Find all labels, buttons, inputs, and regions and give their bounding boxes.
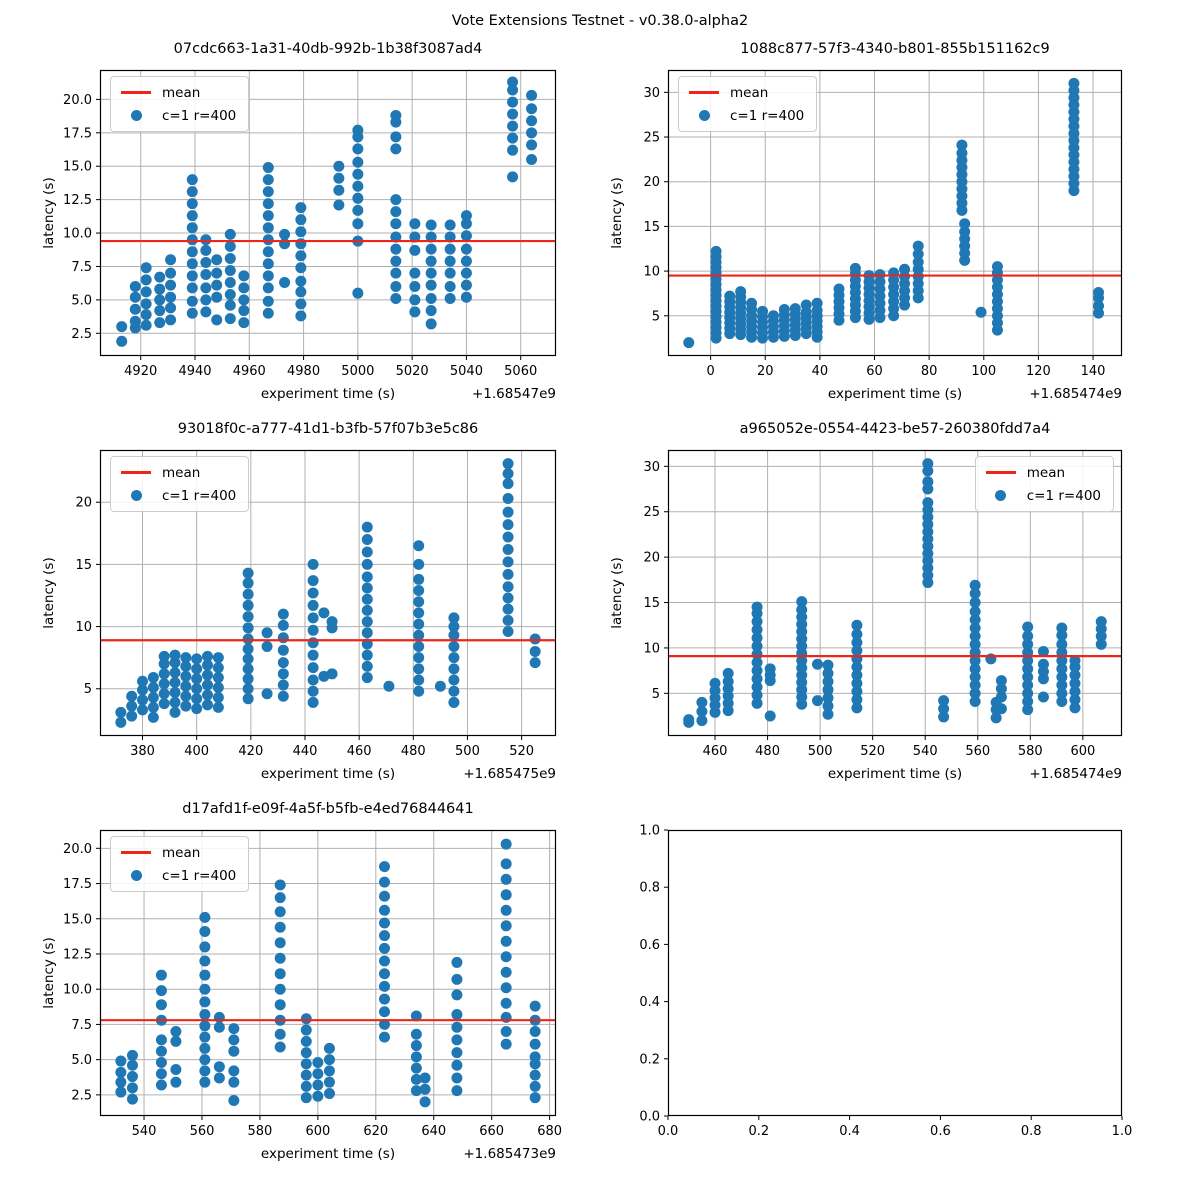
svg-text:5: 5 <box>651 309 660 325</box>
scatter-marker-icon <box>687 110 721 121</box>
legend-label-mean: mean <box>1026 464 1066 481</box>
svg-text:20: 20 <box>643 550 660 566</box>
legend-row-mean <box>119 841 236 864</box>
subplot-title: d17afd1f-e09f-4a5f-b5fb-e4ed76844641 <box>182 801 474 817</box>
svg-text:580: 580 <box>247 1124 273 1139</box>
svg-text:2.5: 2.5 <box>71 1088 92 1104</box>
legend-row-mean <box>119 81 236 104</box>
svg-text:100: 100 <box>971 364 997 379</box>
legend <box>975 456 1114 512</box>
svg-text:0.0: 0.0 <box>639 1109 660 1125</box>
svg-text:5040: 5040 <box>449 364 483 379</box>
svg-text:15: 15 <box>75 557 92 573</box>
svg-text:0.6: 0.6 <box>930 1124 951 1139</box>
svg-text:10.0: 10.0 <box>63 226 92 242</box>
y-axis-label: latency (s) <box>609 557 625 629</box>
svg-text:15: 15 <box>643 596 660 612</box>
scatter-marker-icon <box>119 110 153 121</box>
svg-text:4940: 4940 <box>178 364 212 379</box>
x-axis-label: experiment time (s) <box>260 766 396 782</box>
svg-text:17.5: 17.5 <box>63 126 92 142</box>
svg-text:0.4: 0.4 <box>839 1124 860 1139</box>
x-axis-offset-label: +1.68547e9 <box>471 386 556 402</box>
legend-label-series: c=1 r=400 <box>162 107 237 124</box>
x-axis-offset-label: +1.685473e9 <box>463 1146 556 1162</box>
svg-text:4980: 4980 <box>287 364 321 379</box>
svg-text:15.0: 15.0 <box>63 912 92 928</box>
svg-text:540: 540 <box>912 744 938 759</box>
svg-text:0.2: 0.2 <box>748 1124 770 1139</box>
svg-text:12.5: 12.5 <box>63 947 92 963</box>
mean-line-sample-icon <box>119 471 153 474</box>
legend-label-series: c=1 r=400 <box>730 107 805 124</box>
x-axis-label: experiment time (s) <box>827 766 963 782</box>
subplot-93018f0c <box>41 421 556 782</box>
svg-text:30: 30 <box>643 459 660 475</box>
mean-line-sample-icon <box>984 471 1018 474</box>
svg-text:0.8: 0.8 <box>1020 1124 1042 1139</box>
svg-text:25: 25 <box>643 130 660 146</box>
svg-text:500: 500 <box>807 744 833 759</box>
svg-text:20.0: 20.0 <box>63 841 92 857</box>
svg-text:0.4: 0.4 <box>639 995 660 1011</box>
svg-text:580: 580 <box>1017 744 1043 759</box>
legend <box>110 456 249 512</box>
svg-text:600: 600 <box>305 1124 331 1139</box>
mean-line-sample-icon <box>119 851 153 854</box>
svg-text:5000: 5000 <box>341 364 375 379</box>
x-axis-offset-label: +1.685474e9 <box>1029 386 1122 402</box>
plot-canvas <box>639 823 1133 1139</box>
legend <box>110 76 249 132</box>
mean-line-sample-icon <box>119 91 153 94</box>
svg-text:5: 5 <box>83 682 92 698</box>
legend-label-mean: mean <box>162 844 201 861</box>
svg-text:7.5: 7.5 <box>71 1017 92 1033</box>
svg-text:0.6: 0.6 <box>639 937 660 953</box>
svg-text:20: 20 <box>75 495 92 511</box>
y-axis-label: latency (s) <box>609 177 625 249</box>
x-axis-offset-label: +1.685474e9 <box>1029 766 1122 782</box>
subplot-d17afd1f <box>41 801 563 1162</box>
svg-text:460: 460 <box>346 744 372 759</box>
scatter-marker-icon <box>119 490 153 501</box>
legend-label-series: c=1 r=400 <box>162 867 237 884</box>
legend-row-series <box>119 484 236 507</box>
svg-text:4960: 4960 <box>232 364 266 379</box>
subplot-1088c877 <box>609 41 1122 402</box>
svg-text:540: 540 <box>131 1124 157 1139</box>
legend-label-series: c=1 r=400 <box>162 487 237 504</box>
svg-text:12.5: 12.5 <box>63 193 92 209</box>
svg-text:520: 520 <box>860 744 886 759</box>
svg-text:5: 5 <box>651 686 660 702</box>
subplot-07cdc663 <box>41 41 556 402</box>
svg-text:380: 380 <box>130 744 155 759</box>
svg-text:7.5: 7.5 <box>71 259 92 275</box>
svg-text:2.5: 2.5 <box>71 326 92 342</box>
svg-text:680: 680 <box>537 1124 563 1139</box>
svg-text:10: 10 <box>643 641 660 657</box>
legend-row-mean <box>119 461 236 484</box>
svg-text:80: 80 <box>920 364 938 379</box>
svg-text:17.5: 17.5 <box>63 877 92 893</box>
legend-label-mean: mean <box>162 464 201 481</box>
subplot-title: 93018f0c-a777-41d1-b3fb-57f07b3e5c86 <box>177 421 479 437</box>
svg-text:140: 140 <box>1080 364 1106 379</box>
scatter-marker-icon <box>119 870 153 881</box>
svg-text:15: 15 <box>643 219 660 235</box>
svg-text:0: 0 <box>706 364 715 379</box>
x-axis-offset-label: +1.685475e9 <box>463 766 556 782</box>
svg-text:20: 20 <box>756 364 774 379</box>
subplot-title: 07cdc663-1a31-40db-992b-1b38f3087ad4 <box>173 41 483 57</box>
svg-text:500: 500 <box>455 744 480 759</box>
svg-text:15.0: 15.0 <box>63 159 92 175</box>
x-axis-label: experiment time (s) <box>260 1146 396 1162</box>
legend-row-series <box>984 484 1101 507</box>
legend-row-mean <box>687 81 804 104</box>
svg-text:5060: 5060 <box>504 364 538 379</box>
svg-text:10.0: 10.0 <box>63 982 92 998</box>
svg-text:620: 620 <box>363 1124 389 1139</box>
legend-row-series <box>119 864 236 887</box>
svg-text:0.2: 0.2 <box>639 1052 660 1068</box>
subplot-title: a965052e-0554-4423-be57-260380fdd7a4 <box>739 421 1051 437</box>
svg-text:5020: 5020 <box>395 364 429 379</box>
svg-text:0.0: 0.0 <box>657 1124 679 1139</box>
svg-text:20.0: 20.0 <box>63 92 92 108</box>
svg-text:660: 660 <box>479 1124 505 1139</box>
subplot-title: 1088c877-57f3-4340-b801-855b151162c9 <box>740 41 1050 57</box>
svg-text:420: 420 <box>238 744 264 759</box>
svg-text:560: 560 <box>189 1124 215 1139</box>
subplot-empty <box>639 823 1133 1139</box>
legend-row-mean <box>984 461 1101 484</box>
legend-row-series <box>119 104 236 127</box>
svg-text:640: 640 <box>421 1124 447 1139</box>
legend <box>678 76 817 132</box>
mean-line-sample-icon <box>687 91 721 94</box>
y-axis-label: latency (s) <box>41 557 57 629</box>
svg-text:460: 460 <box>702 744 728 759</box>
svg-text:5.0: 5.0 <box>71 1053 92 1069</box>
svg-text:560: 560 <box>965 744 991 759</box>
x-axis-label: experiment time (s) <box>260 386 396 402</box>
y-axis-label: latency (s) <box>41 177 57 249</box>
svg-text:1.0: 1.0 <box>1111 1124 1133 1139</box>
svg-text:120: 120 <box>1025 364 1051 379</box>
svg-text:5.0: 5.0 <box>71 293 92 309</box>
svg-text:480: 480 <box>755 744 780 759</box>
svg-text:4920: 4920 <box>124 364 158 379</box>
svg-text:30: 30 <box>643 85 660 101</box>
svg-text:10: 10 <box>75 620 92 636</box>
svg-text:0.8: 0.8 <box>639 880 660 896</box>
x-axis-label: experiment time (s) <box>827 386 963 402</box>
svg-text:20: 20 <box>643 175 660 191</box>
svg-text:10: 10 <box>643 264 660 280</box>
legend <box>110 836 249 892</box>
svg-text:480: 480 <box>400 744 426 759</box>
svg-text:520: 520 <box>509 744 535 759</box>
svg-text:1.0: 1.0 <box>639 823 660 839</box>
svg-text:60: 60 <box>866 364 883 379</box>
y-axis-label: latency (s) <box>41 937 57 1009</box>
svg-text:440: 440 <box>292 744 318 759</box>
legend-label-mean: mean <box>730 84 769 101</box>
svg-text:40: 40 <box>811 364 829 379</box>
legend-row-series <box>687 104 804 127</box>
svg-text:600: 600 <box>1070 744 1096 759</box>
figure-title: Vote Extensions Testnet - v0.38.0-alpha2 <box>451 13 749 29</box>
legend-label-series: c=1 r=400 <box>1026 487 1101 504</box>
scatter-marker-icon <box>984 490 1018 501</box>
svg-text:25: 25 <box>643 505 660 521</box>
subplot-a965052e <box>609 421 1122 782</box>
svg-text:400: 400 <box>184 744 210 759</box>
legend-label-mean: mean <box>162 84 201 101</box>
